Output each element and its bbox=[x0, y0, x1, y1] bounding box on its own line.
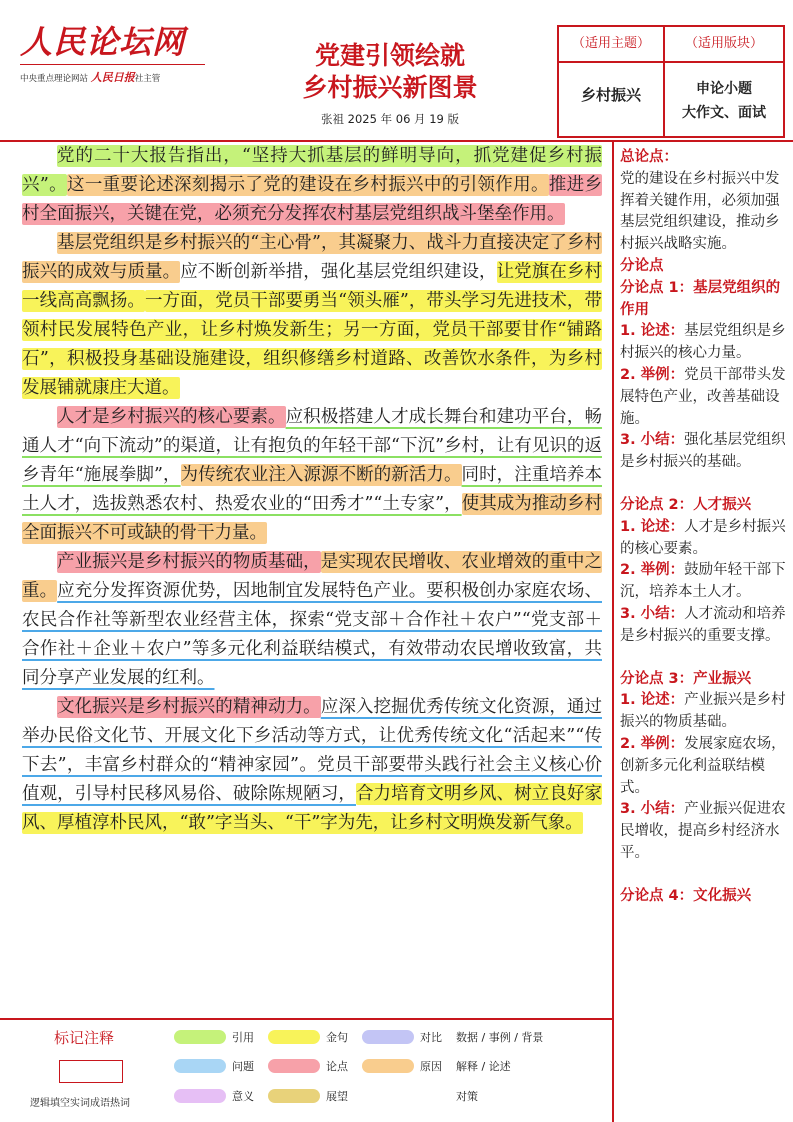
topic-value: 乡村振兴 bbox=[580, 86, 641, 104]
plain-text: 应不断创新举措，强化基层党组织建设， bbox=[180, 262, 497, 282]
legend-item: 金句 bbox=[268, 1029, 348, 1045]
logo-divider bbox=[20, 64, 205, 65]
golden-sentence-highlight: 让党旗在乡村一线高高飘扬。 bbox=[22, 262, 602, 311]
legend-sample-box bbox=[59, 1060, 123, 1083]
point-summary: 3. 小结：产业振兴促进农民增收，提高乡村经济水平。 bbox=[620, 801, 786, 861]
topic-label: （适用主题） bbox=[559, 27, 663, 63]
thesis-highlight: 产业振兴是乡村振兴的物质基础， bbox=[57, 552, 321, 572]
section-value-2: 大作文、面试 bbox=[682, 105, 766, 121]
overall-text: 党的建设在乡村振兴中发挥着关键作用，必须加强基层党组织建设，推动乡村振兴战略实施。 bbox=[620, 170, 780, 253]
thesis-highlight: 基层党组织是乡村振兴的“主心骨”，其凝聚力、战斗力直接决定了乡村振兴的成效与质量。 bbox=[22, 233, 602, 282]
site-logo[interactable] bbox=[20, 22, 205, 85]
legend-extra: 解释 / 论述 bbox=[456, 1060, 511, 1073]
legend-item: 引用 bbox=[174, 1029, 254, 1045]
section-value-1: 申论小题 bbox=[696, 81, 752, 97]
measure-underline: 同时，注重培养本土人才，选拔熟悉农村、热爱农业的“田秀才”“土专家”， bbox=[22, 465, 602, 514]
quote-highlight: 党的二十大报告指出，“坚持大抓基层的鲜明导向，抓党建促乡村振兴”。 bbox=[22, 146, 602, 195]
legend-swatch bbox=[268, 1089, 320, 1103]
legend-swatch bbox=[362, 1059, 414, 1073]
golden-sentence-highlight: 一方面，党员干部要勇当“领头雁”，带头学习先进技术，带领村民发展特色产业，让乡村焕发新生；另一方面，党员干部要甘作“铺路石”，积极投身基础设施建设，组织修缮乡村道路、改善饮水条件，为乡村发展铺就康庄大道。 bbox=[22, 291, 602, 398]
logo-sub-left: 中央重点理论网站 bbox=[20, 74, 89, 84]
legend-swatch bbox=[362, 1030, 414, 1044]
explain-highlight: 是实现农民增收、农业增效的重中之重。 bbox=[22, 552, 602, 601]
legend-title: 标记注释 bbox=[54, 1029, 115, 1047]
point-title: 分论点 4：文化振兴 bbox=[620, 887, 752, 904]
paragraph-5 bbox=[22, 693, 602, 838]
paragraph-3 bbox=[22, 403, 602, 548]
section-box bbox=[663, 25, 785, 138]
legend-note: 逻辑填空实词成语热词 bbox=[30, 1098, 130, 1109]
measure-underline: 应充分发挥资源优势，因地制宜发展特色产业。要积极创办家庭农场、农民合作社等新型农业经营主体，探索“党支部＋合作社＋农户”“党支部＋合作社＋企业＋农户”等多元化利益联结模式，有效带动农民增收致富，共同分享产业发展的红利。 bbox=[22, 581, 602, 688]
explain-highlight: 这一重要论述深刻揭示了党的建设在乡村振兴中的引领作用。 bbox=[66, 175, 549, 195]
paragraph-4 bbox=[22, 548, 602, 693]
golden-sentence-highlight: 合力培育文明乡风、树立良好家风、厚植淳朴民风，“敢”字当头、“干”字为先，让乡村文明焕发新气象。 bbox=[22, 784, 602, 833]
legend-item: 对比 bbox=[362, 1029, 442, 1045]
point-summary: 3. 小结：强化基层党组织是乡村振兴的基础。 bbox=[620, 432, 786, 471]
title-line-1: 党建引领绘就 bbox=[314, 41, 465, 70]
legend-item: 展望 bbox=[268, 1088, 348, 1104]
legend-rule bbox=[0, 1018, 612, 1020]
logo-sub-brand: 人民日报 bbox=[90, 71, 135, 84]
measure-underline: 应深入挖掘优秀传统文化资源，通过举办民俗文化节、开展文化下乡活动等方式，让优秀传统文化“活起来”“传下去”，丰富乡村群众的“精神家园”。党员干部要带头践行社会主义核心价值观，引导村民移风易俗、破除陈规陋习， bbox=[22, 697, 602, 804]
section-label: （适用版块） bbox=[665, 27, 783, 63]
point-title: 分论点 2：人才振兴 bbox=[620, 496, 752, 513]
legend-swatch bbox=[268, 1059, 320, 1073]
point-title: 分论点 3：产业振兴 bbox=[620, 670, 752, 687]
legend-swatch bbox=[174, 1030, 226, 1044]
section-value bbox=[665, 63, 783, 125]
measure-underline: 应积极搭建人才成长舞台和建功平台，畅通人才“向下流动”的渠道，让有抱负的年轻干部“下沉”乡村，让有见识的返乡青年“施展拳脚”， bbox=[22, 407, 603, 485]
byline: 张祖 2025 年 06 月 19 版 bbox=[321, 112, 459, 126]
legend-item: 问题 bbox=[174, 1058, 254, 1074]
legend-swatch bbox=[268, 1030, 320, 1044]
point-argue: 1. 论述：基层党组织是乡村振兴的核心力量。 bbox=[620, 323, 786, 362]
legend-swatch bbox=[174, 1089, 226, 1103]
point-title: 分论点 1：基层党组织的作用 bbox=[620, 279, 781, 318]
meaning-highlight: 使其成为推动乡村全面振兴不可或缺的骨干力量。 bbox=[22, 494, 603, 543]
sub-heading: 分论点 bbox=[620, 257, 664, 274]
paragraph-1 bbox=[22, 142, 602, 229]
point-summary: 3. 小结：人才流动和培养是乡村振兴的重要支撑。 bbox=[620, 605, 786, 644]
page-title bbox=[260, 40, 520, 104]
thesis-highlight: 文化振兴是乡村振兴的精神动力。 bbox=[57, 697, 321, 717]
thesis-highlight: 推进乡村全面振兴，关键在党，必须充分发挥农村基层党组织战斗堡垒作用。 bbox=[22, 175, 603, 224]
logo-subtitle bbox=[20, 69, 205, 85]
point-example: 2. 举例：发展家庭农场，创新多元化利益联结模式。 bbox=[620, 735, 786, 796]
point-argue: 1. 论述：产业振兴是乡村振兴的物质基础。 bbox=[620, 692, 786, 731]
thesis-highlight: 人才是乡村振兴的核心要素。 bbox=[57, 407, 286, 427]
article-body bbox=[22, 142, 602, 838]
point-example: 2. 举例：鼓励年轻干部下沉，培养本土人才。 bbox=[620, 562, 786, 601]
outline-sidebar bbox=[620, 147, 786, 908]
legend-item: 意义 bbox=[174, 1088, 254, 1104]
meaning-highlight: 为传统农业注入源源不断的新活力。 bbox=[180, 465, 462, 485]
legend-swatch bbox=[174, 1059, 226, 1073]
point-argue: 1. 论述：人才是乡村振兴的核心要素。 bbox=[620, 518, 786, 557]
legend-item: 原因 bbox=[362, 1058, 442, 1074]
column-divider bbox=[612, 140, 614, 1122]
logo-wordmark: 人民论坛网 bbox=[20, 23, 186, 61]
title-line-2: 乡村振兴新图景 bbox=[302, 73, 478, 102]
legend-item: 论点 bbox=[268, 1058, 348, 1074]
legend-extra: 数据 / 事例 / 背景 bbox=[456, 1031, 544, 1044]
topic-box bbox=[557, 25, 665, 138]
paragraph-2 bbox=[22, 229, 602, 403]
overall-label: 总论点： bbox=[620, 149, 678, 165]
logo-sub-right: 社主管 bbox=[134, 74, 161, 84]
point-example: 2. 举例：党员干部带头发展特色产业，改善基础设施。 bbox=[620, 366, 786, 427]
legend-extra: 对策 bbox=[456, 1090, 478, 1103]
